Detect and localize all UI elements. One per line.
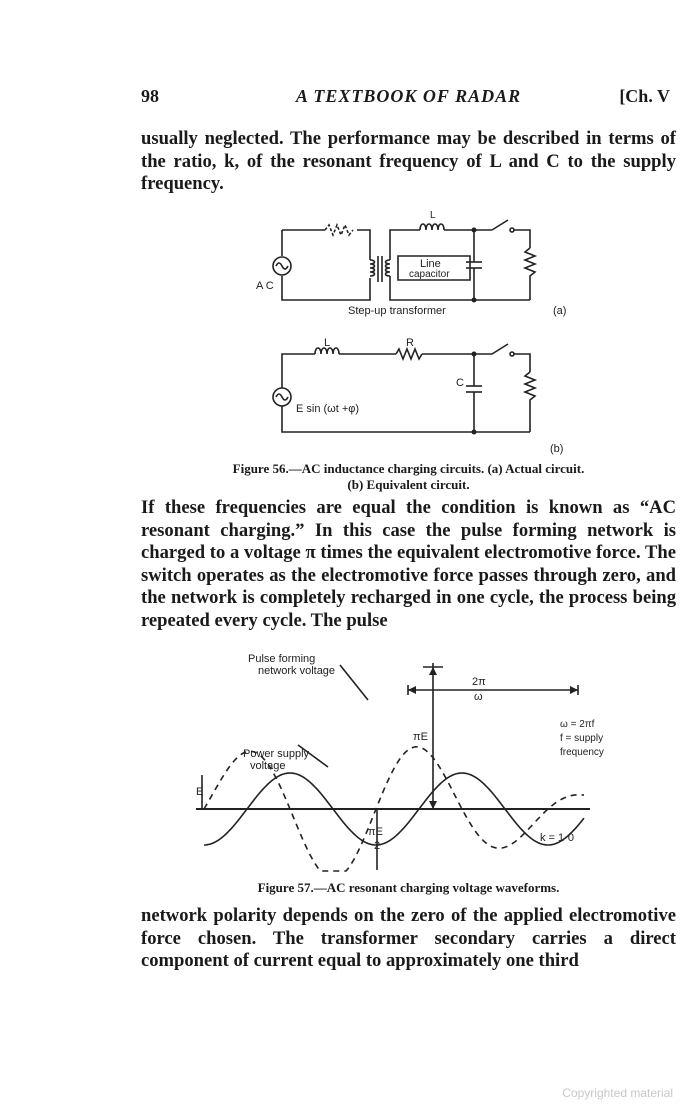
figure-56-caption-line1: Figure 56.—AC inductance charging circuits. (a) Actual circuit.: [232, 461, 585, 476]
label-pfn-line2: network voltage: [258, 665, 336, 677]
copyright-watermark: Copyrighted material: [562, 1086, 673, 1100]
label-ps-line1: Power supply: [243, 748, 310, 760]
label-k: k = 1·0: [540, 832, 574, 844]
figure-56-caption-line2: (b) Equivalent circuit.: [347, 477, 470, 492]
paragraph-3: [141, 905, 676, 973]
label-e: E: [196, 786, 204, 798]
page-number: 98: [141, 86, 159, 106]
label-pfn-line1: Pulse forming: [248, 653, 316, 665]
label-pi-e-half-num: πE: [368, 826, 383, 838]
running-title: A TEXTBOOK OF RADAR: [295, 86, 522, 106]
paragraph-1-text: usually neglected. The performance may be described in terms of the ratio, k, of the resonant frequency of L and C to the supply frequency.: [141, 128, 676, 194]
label-f-eq: f = supply: [560, 733, 604, 744]
label-l-b: L: [324, 337, 331, 349]
label-frequency: frequency: [560, 747, 604, 758]
paragraph-1: [141, 128, 676, 196]
figure-57-waveform-diagram: [180, 645, 610, 877]
label-r: R: [406, 337, 414, 349]
label-part-a: (a): [553, 305, 567, 317]
label-ac: A C: [256, 280, 274, 292]
label-c: C: [456, 377, 464, 389]
running-header: [141, 86, 676, 110]
label-line: Line: [420, 258, 441, 270]
label-capacitor: capacitor: [409, 269, 450, 280]
chapter-label: [Ch. V: [619, 86, 670, 106]
label-pi-e: πE: [413, 731, 428, 743]
label-two-pi: 2π: [472, 676, 486, 688]
paragraph-2-text: If these frequencies are equal the condition is known as “AC resonant charging.” In this case the pulse forming network is charged to a voltage π times the equivalent electromotive force. The switch operates as the electromotive force passes through zero, and the network is completely recharged in one cycle, the process being repeated every cycle. The pulse: [141, 497, 676, 631]
paragraph-2: [141, 497, 676, 632]
label-l-a: L: [430, 210, 436, 221]
label-part-b: (b): [550, 443, 564, 455]
paragraph-3-text: network polarity depends on the zero of the applied electromotive force chosen. The transformer secondary carries a direct component of current equal to approximately one third: [141, 905, 676, 971]
figure-56-circuit-diagram: [230, 200, 590, 462]
figure-57-caption: [141, 880, 676, 896]
label-omega: ω: [474, 691, 483, 703]
label-ps-line2: voltage: [250, 760, 286, 772]
label-pi-e-half-den: 2: [374, 840, 381, 852]
figure-56-caption: [141, 461, 676, 493]
label-source: E sin (ωt +φ): [296, 403, 360, 415]
figure-57-caption-line: Figure 57.—AC resonant charging voltage waveforms.: [257, 880, 560, 895]
label-transformer: Step-up transformer: [348, 305, 446, 317]
label-omega-eq: ω = 2πf: [560, 719, 595, 730]
